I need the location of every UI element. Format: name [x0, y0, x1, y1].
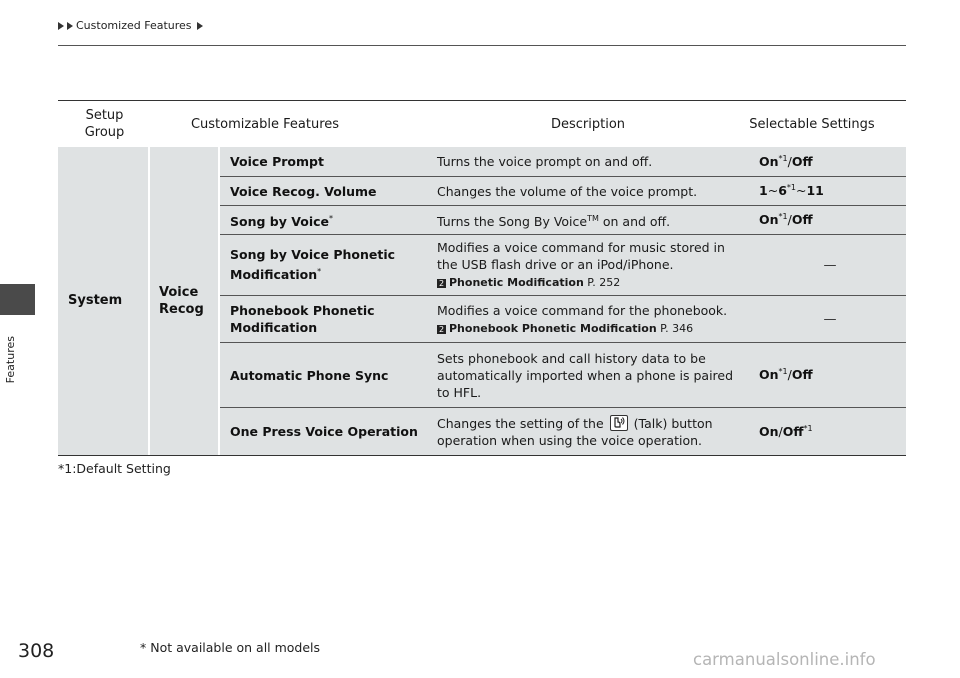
column-header-group — [58, 101, 151, 147]
feature-description: Turns the Song By Voice™ on and off. — [437, 213, 671, 230]
selectable-setting: On$^{*1}$/Off — [759, 367, 813, 383]
column-header-description: Description — [550, 116, 626, 132]
column-gap — [148, 147, 150, 455]
reference-arrow-icon: 2 — [438, 279, 445, 288]
subgroup-label-line2: Recog — [159, 302, 204, 317]
cross-reference-link[interactable]: 2 Phonetic Modification P. 252 — [438, 276, 621, 289]
selectable-setting: On/Off$^{*1}$ — [759, 423, 813, 440]
feature-name: One Press Voice Operation — [230, 424, 418, 439]
feature-name: Song by Voice Phonetic Modification* — [230, 247, 396, 283]
feature-description: Modifies a voice command for the phonebook. 2 Phonebook Phonetic Modification P. 346 — [437, 302, 737, 337]
table-row — [220, 147, 906, 176]
feature-description: Turns the voice prompt on and off. — [437, 154, 653, 169]
selectable-setting: 1~6$^{*1}$~11 — [759, 183, 824, 199]
feature-name: Voice Prompt — [230, 154, 324, 169]
subgroup-label-line1: Voice — [159, 285, 199, 300]
triangle-right-icon — [67, 22, 73, 30]
selectable-setting: On$^{*1}$/Off — [759, 212, 813, 228]
table-row — [220, 343, 906, 407]
table-row — [220, 177, 906, 205]
feature-name: Automatic Phone Sync — [230, 367, 389, 383]
selectable-setting: — — [823, 257, 837, 273]
feature-name: Phonebook Phonetic Modification — [230, 303, 375, 335]
reference-arrow-icon: 2 — [438, 324, 445, 334]
table-bottom-border — [58, 455, 906, 456]
table-row — [220, 235, 906, 295]
availability-footnote: * Not available on all models — [140, 640, 321, 655]
setup-group-label: System — [68, 293, 123, 308]
watermark: carmanualsonline.info — [693, 650, 876, 669]
feature-name: Voice Recog. Volume — [230, 183, 377, 199]
subgroup-label — [159, 284, 204, 318]
feature-name: Song by Voice* — [230, 213, 333, 230]
header-divider — [58, 45, 906, 46]
table-row — [220, 206, 906, 234]
feature-description: Changes the setting of the (Talk) button operation when using the voice operation. — [437, 415, 713, 448]
talk-button-icon — [610, 415, 628, 431]
section-label: Features — [4, 336, 17, 384]
section-tab — [0, 284, 35, 315]
column-header-features: Customizable Features — [190, 116, 340, 132]
column-header-group-line2: Group — [84, 125, 125, 140]
feature-description: Changes the volume of the voice prompt. — [437, 183, 698, 199]
table-row — [220, 408, 906, 455]
table-row — [220, 296, 906, 342]
selectable-setting: On$^{*1}$/Off — [759, 153, 813, 170]
triangle-right-icon — [197, 22, 203, 30]
default-setting-note: *1:Default Setting — [58, 461, 171, 476]
triangle-right-icon — [58, 22, 64, 30]
column-header-group-line1: Setup — [85, 108, 124, 123]
feature-description: Modifies a voice command for music stored in the USB flash drive or an iPod/iPhone. 2 Phonetic Modification P. 252 — [437, 239, 737, 291]
feature-description: Sets phonebook and call history data to be automatically imported when a phone is paired to HFL. — [437, 350, 734, 400]
cross-reference-link[interactable]: 2 Phonebook Phonetic Modification P. 346 — [438, 321, 694, 335]
selectable-setting: — — [823, 311, 837, 327]
table-header — [58, 100, 906, 148]
page-number: 308 — [18, 640, 55, 662]
breadcrumb — [58, 19, 204, 32]
column-header-settings: Selectable Settings — [749, 116, 875, 132]
breadcrumb-label[interactable]: Customized Features — [76, 19, 192, 32]
